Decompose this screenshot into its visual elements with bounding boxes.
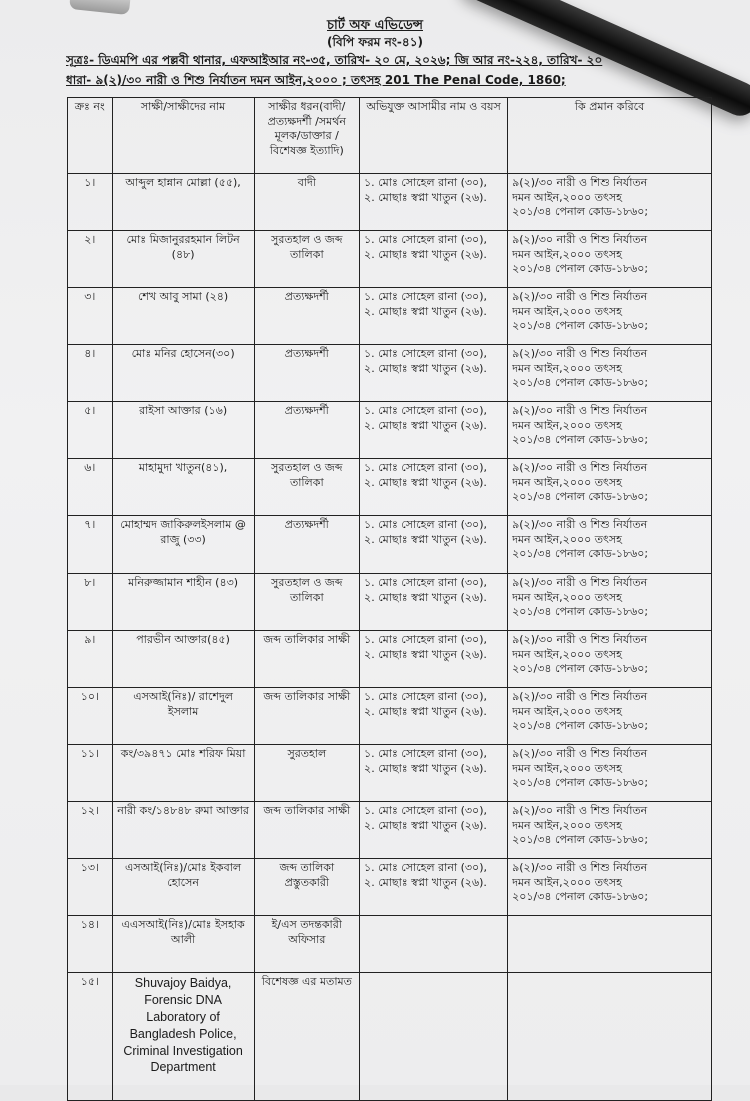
- witness-type-cell: প্রত্যক্ষদর্শী: [254, 516, 359, 574]
- accused-line: ২. মোছাঃ স্বপ্না খাতুন (২৬).: [364, 190, 487, 204]
- witness-type-cell: সুরতহাল ও জব্দ তালিকা: [254, 459, 359, 516]
- proof-line: দমন আইন,২০০০ তৎসহ: [512, 761, 622, 775]
- witness-name-cell: এএসআই(নিঃ)/মোঃ ইসহাক আলী: [112, 916, 254, 973]
- serial-cell: ৮।: [68, 574, 113, 631]
- accused-cell: [360, 174, 508, 231]
- serial-cell: ৩।: [68, 288, 113, 345]
- witness-type-cell: প্রত্যক্ষদর্শী: [254, 345, 359, 402]
- proof-line: ২০১/৩৪ পেনাল কোড-১৮৬০;: [512, 776, 649, 790]
- proof-line: দমন আইন,২০০০ তৎসহ: [512, 647, 622, 661]
- proof-line: দমন আইন,২০০০ তৎসহ: [512, 247, 622, 261]
- proof-line: দমন আইন,২০০০ তৎসহ: [512, 818, 622, 832]
- serial-cell: ১৪।: [68, 916, 113, 973]
- table-row: [68, 916, 712, 973]
- form-number: (বিপি ফরম নং-৪১): [327, 35, 423, 49]
- accused-cell: [360, 631, 508, 688]
- header-witness-type: সাক্ষীর ধরন(বাদী/প্রত্যক্ষদর্শী /সমর্থন মূলক/ডাক্তার / বিশেষজ্ঞ ইত্যাদি): [254, 98, 359, 174]
- proof-cell: [508, 459, 712, 516]
- proof-cell: [508, 402, 712, 459]
- accused-cell: [360, 745, 508, 802]
- table-row: [68, 802, 712, 859]
- accused-line: ২. মোছাঃ স্বপ্না খাতুন (২৬).: [364, 875, 487, 889]
- accused-cell: [360, 345, 508, 402]
- serial-cell: ৯।: [68, 631, 113, 688]
- table-header-row: [68, 98, 712, 174]
- accused-line: ২. মোছাঃ স্বপ্না খাতুন (২৬).: [364, 475, 487, 489]
- proof-line: ২০১/৩৪ পেনাল কোড-১৮৬০;: [512, 833, 649, 847]
- table-row: [68, 174, 712, 231]
- accused-line: ২. মোছাঃ স্বপ্না খাতুন (২৬).: [364, 361, 487, 375]
- accused-line: ২. মোছাঃ স্বপ্না খাতুন (২৬).: [364, 704, 487, 718]
- witness-type-cell: সুরতহাল ও জব্দ তালিকা: [254, 231, 359, 288]
- proof-line: ২০১/৩৪ পেনাল কোড-১৮৬০;: [512, 205, 649, 219]
- accused-line: ২. মোছাঃ স্বপ্না খাতুন (২৬).: [364, 418, 487, 432]
- accused-line: ২. মোছাঃ স্বপ্না খাতুন (২৬).: [364, 818, 487, 832]
- witness-type-cell: জব্দ তালিকার সাক্ষী: [254, 688, 359, 745]
- proof-cell: [508, 916, 712, 973]
- header-serial: ক্রঃ নং: [68, 98, 113, 174]
- witness-name-cell: এসআই(নিঃ)/মোঃ ইকবাল হোসেন: [112, 859, 254, 916]
- proof-cell: [508, 516, 712, 574]
- witness-type-cell: জব্দ তালিকার সাক্ষী: [254, 802, 359, 859]
- accused-cell: [360, 916, 508, 973]
- table-row: [68, 745, 712, 802]
- accused-cell: [360, 574, 508, 631]
- accused-line: ১. মোঃ সোহেল রানা (৩০),: [364, 176, 487, 189]
- proof-cell: [508, 745, 712, 802]
- accused-cell: [360, 802, 508, 859]
- proof-line: ৯(২)/৩০ নারী ও শিশু নির্যাতন: [512, 461, 648, 474]
- witness-type-cell: সুরতহাল ও জব্দ তালিকা: [254, 574, 359, 631]
- proof-line: ২০১/৩৪ পেনাল কোড-১৮৬০;: [512, 490, 649, 504]
- serial-cell: ২।: [68, 231, 113, 288]
- proof-line: ২০১/৩৪ পেনাল কোড-১৮৬০;: [512, 719, 649, 733]
- table-row: [68, 402, 712, 459]
- proof-line: দমন আইন,২০০০ তৎসহ: [512, 418, 622, 432]
- table-row: [68, 459, 712, 516]
- proof-cell: [508, 231, 712, 288]
- table-row: [68, 688, 712, 745]
- witness-name-cell: নারী কং/১৪৮৪৮ রুমা আক্তার: [112, 802, 254, 859]
- witness-type-cell: বাদী: [254, 174, 359, 231]
- header-witness-name: সাক্ষী/সাক্ষীদের নাম: [112, 98, 254, 174]
- serial-cell: ৭।: [68, 516, 113, 574]
- proof-line: ৯(২)/৩০ নারী ও শিশু নির্যাতন: [512, 861, 648, 874]
- accused-line: ১. মোঃ সোহেল রানা (৩০),: [364, 461, 487, 474]
- accused-line: ১. মোঃ সোহেল রানা (৩০),: [364, 233, 487, 246]
- accused-line: ২. মোছাঃ স্বপ্না খাতুন (২৬).: [364, 761, 487, 775]
- accused-cell: [360, 859, 508, 916]
- table-row: [68, 631, 712, 688]
- proof-cell: [508, 345, 712, 402]
- accused-line: ১. মোঃ সোহেল রানা (৩০),: [364, 518, 487, 531]
- accused-cell: [360, 231, 508, 288]
- proof-line: ৯(২)/৩০ নারী ও শিশু নির্যাতন: [512, 404, 648, 417]
- proof-cell: [508, 174, 712, 231]
- case-reference: সূত্রঃ- ডিএমপি এর পল্লবী থানার, এফআইআর নং-৩৫, তারিখ- ২০ মে, ২০২৬; জি আর নং-২২৪, তারিখ- ২০: [66, 53, 603, 67]
- witness-name-cell: শেখ আবু সামা (২৪): [112, 288, 254, 345]
- proof-line: দমন আইন,২০০০ তৎসহ: [512, 590, 622, 604]
- accused-line: ২. মোছাঃ স্বপ্না খাতুন (২৬).: [364, 590, 487, 604]
- proof-line: ২০১/৩৪ পেনাল কোড-১৮৬০;: [512, 433, 649, 447]
- accused-line: ১. মোঃ সোহেল রানা (৩০),: [364, 804, 487, 817]
- proof-line: ৯(২)/৩০ নারী ও শিশু নির্যাতন: [512, 690, 648, 703]
- serial-cell: ১৩।: [68, 859, 113, 916]
- proof-cell: [508, 688, 712, 745]
- accused-line: ১. মোঃ সোহেল রানা (৩০),: [364, 747, 487, 760]
- accused-line: ২. মোছাঃ স্বপ্না খাতুন (২৬).: [364, 247, 487, 261]
- proof-cell: [508, 802, 712, 859]
- witness-name-cell: মোঃ মনির হোসেন(৩০): [112, 345, 254, 402]
- proof-cell: [508, 859, 712, 916]
- witness-type-cell: সুরতহাল: [254, 745, 359, 802]
- serial-cell: ৫।: [68, 402, 113, 459]
- proof-line: ৯(২)/৩০ নারী ও শিশু নির্যাতন: [512, 747, 648, 760]
- table-row: [68, 231, 712, 288]
- proof-line: দমন আইন,২০০০ তৎসহ: [512, 704, 622, 718]
- serial-cell: ৪।: [68, 345, 113, 402]
- witness-name-cell: Shuvajoy Baidya, Forensic DNA Laboratory of Bangladesh Police, Criminal Investigation Department: [112, 973, 254, 1101]
- witness-name-cell: মনিরুজ্জামান শাহীন (৪৩): [112, 574, 254, 631]
- proof-line: দমন আইন,২০০০ তৎসহ: [512, 875, 622, 889]
- serial-cell: ১২।: [68, 802, 113, 859]
- serial-cell: ১১।: [68, 745, 113, 802]
- proof-line: দমন আইন,২০০০ তৎসহ: [512, 532, 622, 546]
- proof-line: দমন আইন,২০০০ তৎসহ: [512, 190, 622, 204]
- accused-line: ২. মোছাঃ স্বপ্না খাতুন (২৬).: [364, 532, 487, 546]
- serial-cell: ১।: [68, 174, 113, 231]
- accused-line: ১. মোঃ সোহেল রানা (৩০),: [364, 633, 487, 646]
- accused-line: ১. মোঃ সোহেল রানা (৩০),: [364, 290, 487, 303]
- proof-line: ৯(২)/৩০ নারী ও শিশু নির্যাতন: [512, 576, 648, 589]
- table-row: [68, 859, 712, 916]
- accused-cell: [360, 288, 508, 345]
- accused-line: ২. মোছাঃ স্বপ্না খাতুন (২৬).: [364, 647, 487, 661]
- accused-cell: [360, 688, 508, 745]
- proof-line: ৯(২)/৩০ নারী ও শিশু নির্যাতন: [512, 804, 648, 817]
- accused-cell: [360, 402, 508, 459]
- witness-type-cell: প্রত্যক্ষদর্শী: [254, 402, 359, 459]
- witness-name-cell: রাইসা আক্তার (১৬): [112, 402, 254, 459]
- accused-cell: [360, 516, 508, 574]
- serial-cell: ৬।: [68, 459, 113, 516]
- proof-line: ৯(২)/৩০ নারী ও শিশু নির্যাতন: [512, 290, 648, 303]
- proof-line: দমন আইন,২০০০ তৎসহ: [512, 475, 622, 489]
- witness-name-cell: মোঃ মিজানুররহমান লিটন (৪৮): [112, 231, 254, 288]
- accused-line: ১. মোঃ সোহেল রানা (৩০),: [364, 690, 487, 703]
- table-row: [68, 516, 712, 574]
- witness-type-cell: প্রত্যক্ষদর্শী: [254, 288, 359, 345]
- proof-cell: [508, 631, 712, 688]
- witness-name-cell: মোহাম্মদ জাকিরুলইসলাম @ রাজু (৩৩): [112, 516, 254, 574]
- witness-type-cell: জব্দ তালিকা প্রস্তুতকারী: [254, 859, 359, 916]
- proof-cell: [508, 574, 712, 631]
- witness-name-cell: মাহামুদা খাতুন(৪১),: [112, 459, 254, 516]
- proof-line: ২০১/৩৪ পেনাল কোড-১৮৬০;: [512, 547, 649, 561]
- proof-line: ২০১/৩৪ পেনাল কোড-১৮৬০;: [512, 376, 649, 390]
- witness-name-cell: পারভীন আক্তার(৪৫): [112, 631, 254, 688]
- witness-type-cell: জব্দ তালিকার সাক্ষী: [254, 631, 359, 688]
- proof-line: ২০১/৩৪ পেনাল কোড-১৮৬০;: [512, 605, 649, 619]
- table-row: [68, 288, 712, 345]
- proof-line: ৯(২)/৩০ নারী ও শিশু নির্যাতন: [512, 347, 648, 360]
- document-title: চার্ট অফ এভিডেন্স: [327, 18, 423, 33]
- proof-line: ৯(২)/৩০ নারী ও শিশু নির্যাতন: [512, 518, 648, 531]
- proof-line: ২০১/৩৪ পেনাল কোড-১৮৬০;: [512, 662, 649, 676]
- witness-type-cell: ই/এস তদন্তকারী অফিসার: [254, 916, 359, 973]
- accused-line: ২. মোছাঃ স্বপ্না খাতুন (২৬).: [364, 304, 487, 318]
- proof-line: ৯(২)/৩০ নারী ও শিশু নির্যাতন: [512, 233, 648, 246]
- legal-section: ধারা- ৯(২)/৩০ নারী ও শিশু নির্যাতন দমন আইন,২০০০ ; তৎসহ 201 The Penal Code, 1860;: [66, 73, 566, 87]
- accused-line: ১. মোঃ সোহেল রানা (৩০),: [364, 861, 487, 874]
- proof-line: ৯(২)/৩০ নারী ও শিশু নির্যাতন: [512, 176, 648, 189]
- proof-line: দমন আইন,২০০০ তৎসহ: [512, 361, 622, 375]
- proof-cell: [508, 288, 712, 345]
- table-row: [68, 574, 712, 631]
- header-accused: অভিযুক্ত আসামীর নাম ও বয়স: [360, 98, 508, 174]
- evidence-table: [67, 97, 712, 1101]
- witness-name-cell: এসআই(নিঃ)/ রাশেদুল ইসলাম: [112, 688, 254, 745]
- accused-line: ১. মোঃ সোহেল রানা (৩০),: [364, 404, 487, 417]
- witness-name-cell: আব্দুল হান্নান মোল্লা (৫৫),: [112, 174, 254, 231]
- proof-line: দমন আইন,২০০০ তৎসহ: [512, 304, 622, 318]
- witness-type-cell: বিশেষজ্ঞ এর মতামত: [254, 973, 359, 1101]
- proof-line: ২০১/৩৪ পেনাল কোড-১৮৬০;: [512, 262, 649, 276]
- accused-line: ১. মোঃ সোহেল রানা (৩০),: [364, 576, 487, 589]
- header-what-proves: কি প্রমান করিবে: [508, 98, 712, 174]
- accused-cell: [360, 973, 508, 1101]
- proof-line: ২০১/৩৪ পেনাল কোড-১৮৬০;: [512, 890, 649, 904]
- proof-line: ৯(২)/৩০ নারী ও শিশু নির্যাতন: [512, 633, 648, 646]
- serial-cell: ১৫।: [68, 973, 113, 1101]
- accused-line: ১. মোঃ সোহেল রানা (৩০),: [364, 347, 487, 360]
- table-row: [68, 345, 712, 402]
- witness-name-cell: কং/৩৯৪৭১ মোঃ শরিফ মিয়া: [112, 745, 254, 802]
- table-row: [68, 973, 712, 1101]
- accused-cell: [360, 459, 508, 516]
- proof-line: ২০১/৩৪ পেনাল কোড-১৮৬০;: [512, 319, 649, 333]
- serial-cell: ১০।: [68, 688, 113, 745]
- proof-cell: [508, 973, 712, 1101]
